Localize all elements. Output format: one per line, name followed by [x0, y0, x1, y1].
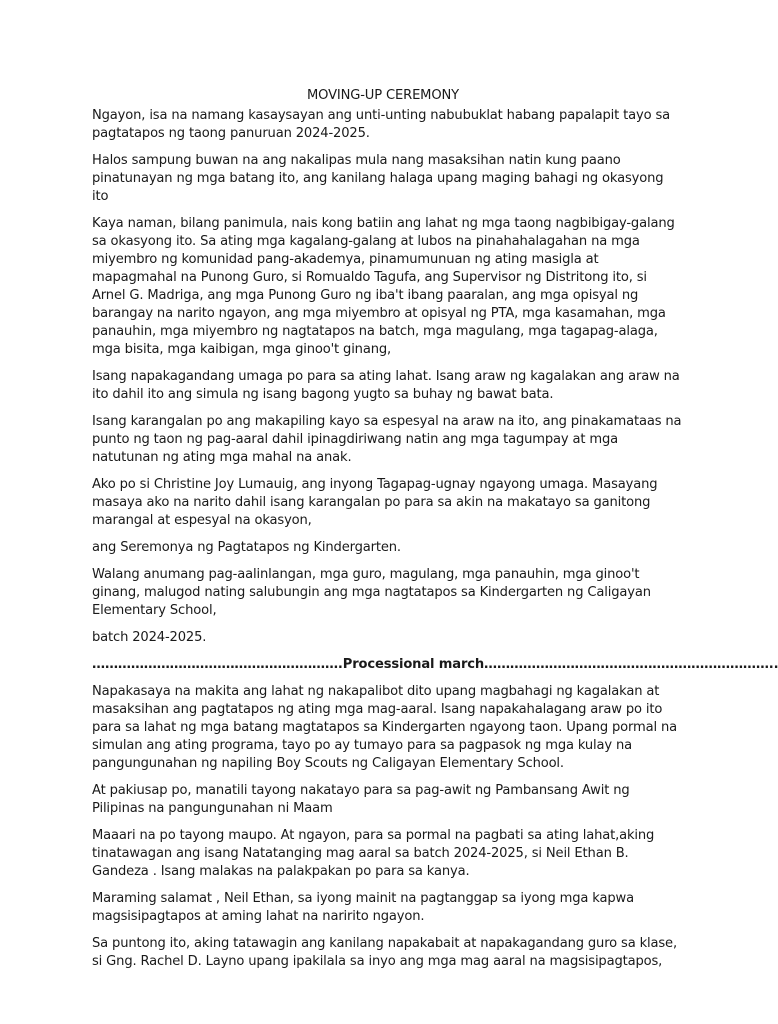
- paragraph-welcome: Walang anumang pag-aalinlangan, mga guro, magulang, mga panauhin, mga ginoo't ginang, malugod nating salubungin ang mga nagtatapos sa Kindergarten ng Caligayan Elementary School,: [92, 567, 651, 618]
- paragraph-welcome-address: Maaari na po tayong maupo. At ngayon, para sa pormal na pagbati sa ating lahat,aking tinatawagan ang isang Natatanging mag aaral sa batch 2024-2025, si Neil Ethan B. Gandeza . Isang malakas na palakpakan po para sa kanya.: [92, 828, 655, 879]
- paragraph-opening: Ngayon, isa na namang kasaysayan ang unti-unting nabubuklat habang papalapit tayo sa pagtatapos ng taong panuruan 2024-2025.: [92, 108, 671, 141]
- paragraph-teacher-call: Sa puntong ito, aking tatawagin ang kanilang napakabait at napakagandang guro sa klase, si Gng. Rachel D. Layno upang ipakilala sa inyo ang mga mag aaral na magsisipagtapos,: [92, 936, 677, 969]
- paragraph-national-anthem: At pakiusap po, manatili tayong nakatayo para sa pag-awit ng Pambansang Awit ng Pilipinas na pangungunahan ni Maam: [92, 783, 630, 816]
- paragraph-good-morning: Isang napakagandang umaga po para sa ating lahat. Isang araw ng kagalakan ang araw na ito dahil ito ang simula ng isang bagong yugto sa buhay ng bawat bata.: [92, 369, 680, 402]
- paragraph-honor: Isang karangalan po ang makapiling kayo sa espesyal na araw na ito, ang pinakamataas na punto ng taon ng pag-aaral dahil ipinagdiriwang natin ang mga tagumpay at mga natutunan ng ating mga mahal na anak.: [92, 414, 682, 465]
- paragraph-thanks: Maraming salamat , Neil Ethan, sa iyong mainit na pagtanggap sa iyong mga kapwa magsisipagtapos at aming lahat na naririto ngayon.: [92, 891, 634, 924]
- document-page: [92, 87, 778, 980]
- paragraph-ten-months: Halos sampung buwan na ang nakalipas mula nang masaksihan natin kung paano pinatunayan ng mga batang ito, ang kanilang halaga upang maging bahagi ng okasyong ito: [92, 153, 664, 204]
- paragraph-ceremony-name: ang Seremonya ng Pagtatapos ng Kindergarten.: [92, 540, 401, 555]
- document-title: MOVING-UP CEREMONY: [307, 88, 459, 103]
- paragraph-colors-entrance: Napakasaya na makita ang lahat ng nakapalibot dito upang magbahagi ng kagalakan at masaksihan ang pagtatapos ng ating mga mag-aaral. Isang napakahalagang araw po ito para sa lahat ng mga batang magtatapos sa Kindergarten ngayong taon. Upang pormal na simulan ang ating programa, tayo po ay tumayo para sa pagpasok ng mga kulay na pangungunahan ng napiling Boy Scouts ng Caligayan Elementary School.: [92, 684, 678, 771]
- paragraph-introduction: Ako po si Christine Joy Lumauig, ang inyong Tagapag-ugnay ngayong umaga. Masayang masaya ako na narito dahil isang karangalan po para sa akin na makatayo sa ganitong marangal at espesyal na okasyon,: [92, 477, 658, 528]
- paragraph-batch: batch 2024-2025.: [92, 630, 207, 645]
- paragraph-greetings: Kaya naman, bilang panimula, nais kong batiin ang lahat ng mga taong nagbibigay-galang sa okasyong ito. Sa ating mga kagalang-galang at lubos na pinahahalagahan na mga miyembro ng komunidad pang-akademya, pinamumunuan ng ating masigla at mapagmahal na Punong Guro, si Romualdo Tagufa, ang Supervisor ng Distritong ito, si Arnel G. Madriga, ang mga Punong Guro ng iba't ibang paaralan, ang mga opisyal ng barangay na narito ngayon, ang mga miyembro at opisyal ng PTA, mga kasamahan, mga panauhin, mga miyembro ng nagtatapos na batch, mga magulang, mga tagapag-alaga, mga bisita, mga kaibigan, mga ginoo't ginang,: [92, 216, 675, 357]
- processional-march-line: ………………………………………………….Processional march…………………………………………………………..: [92, 657, 778, 672]
